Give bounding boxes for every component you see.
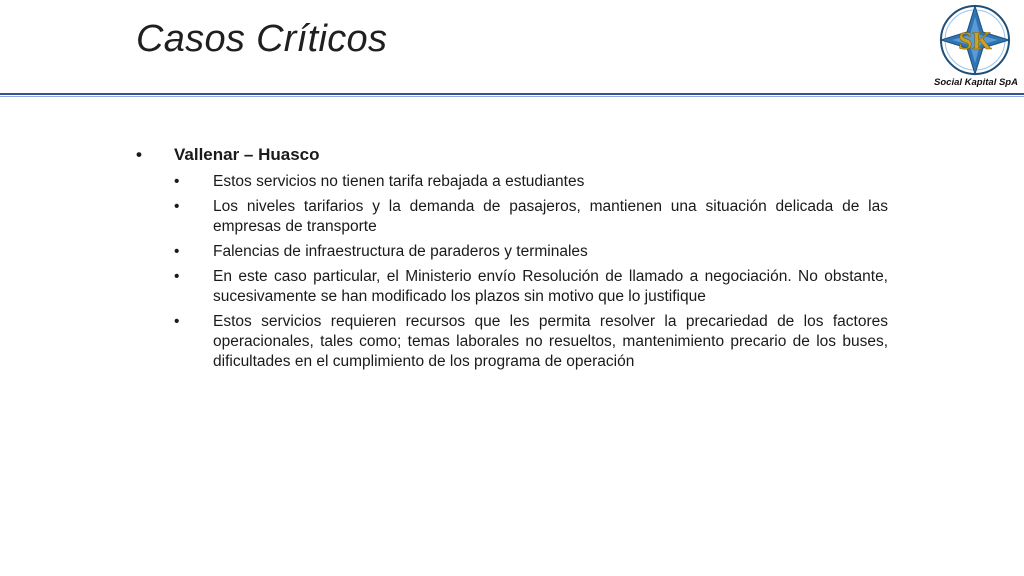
- list-item-text: Estos servicios no tienen tarifa rebajada a estudiantes: [213, 173, 585, 190]
- header-divider: [0, 93, 1024, 95]
- slide-title: Casos Críticos: [136, 18, 388, 60]
- bullet-icon: •: [174, 173, 180, 190]
- list-item: [136, 172, 888, 192]
- bullet-icon: •: [174, 243, 180, 260]
- list-item: [136, 312, 888, 372]
- list-item-text: En este caso particular, el Ministerio envío Resolución de llamado a negociación. No obstante, sucesivamente se han modificado los plazos sin motivo que lo justifique: [213, 268, 888, 305]
- section-heading: Vallenar – Huasco: [174, 145, 320, 164]
- sub-bullet-list: [136, 172, 888, 372]
- bullet-icon: •: [174, 198, 180, 215]
- list-item: [136, 197, 888, 237]
- list-item: [136, 242, 888, 262]
- list-item-text: Estos servicios requieren recursos que les permita resolver la precariedad de los factores operacionales, tales como; temas laborales no resueltos, mantenimiento precario de los buses, dificultades en el cumplimiento de los programa de operación: [213, 313, 888, 370]
- bullet-icon: •: [174, 268, 180, 285]
- company-name: Social Kapital SpA: [934, 77, 1018, 88]
- list-item-text: Los niveles tarifarios y la demanda de pasajeros, mantienen una situación delicada de las empresas de transporte: [213, 198, 888, 235]
- list-item: [136, 267, 888, 307]
- bullet-icon: •: [136, 145, 142, 164]
- company-logo: [938, 3, 1012, 77]
- slide-body: [136, 144, 888, 377]
- logo-initials: SK: [958, 28, 992, 55]
- list-item-text: Falencias de infraestructura de paraderos y terminales: [213, 243, 588, 260]
- header-divider-thin: [0, 96, 1024, 97]
- bullet-icon: •: [174, 313, 180, 330]
- main-bullet: [136, 144, 888, 166]
